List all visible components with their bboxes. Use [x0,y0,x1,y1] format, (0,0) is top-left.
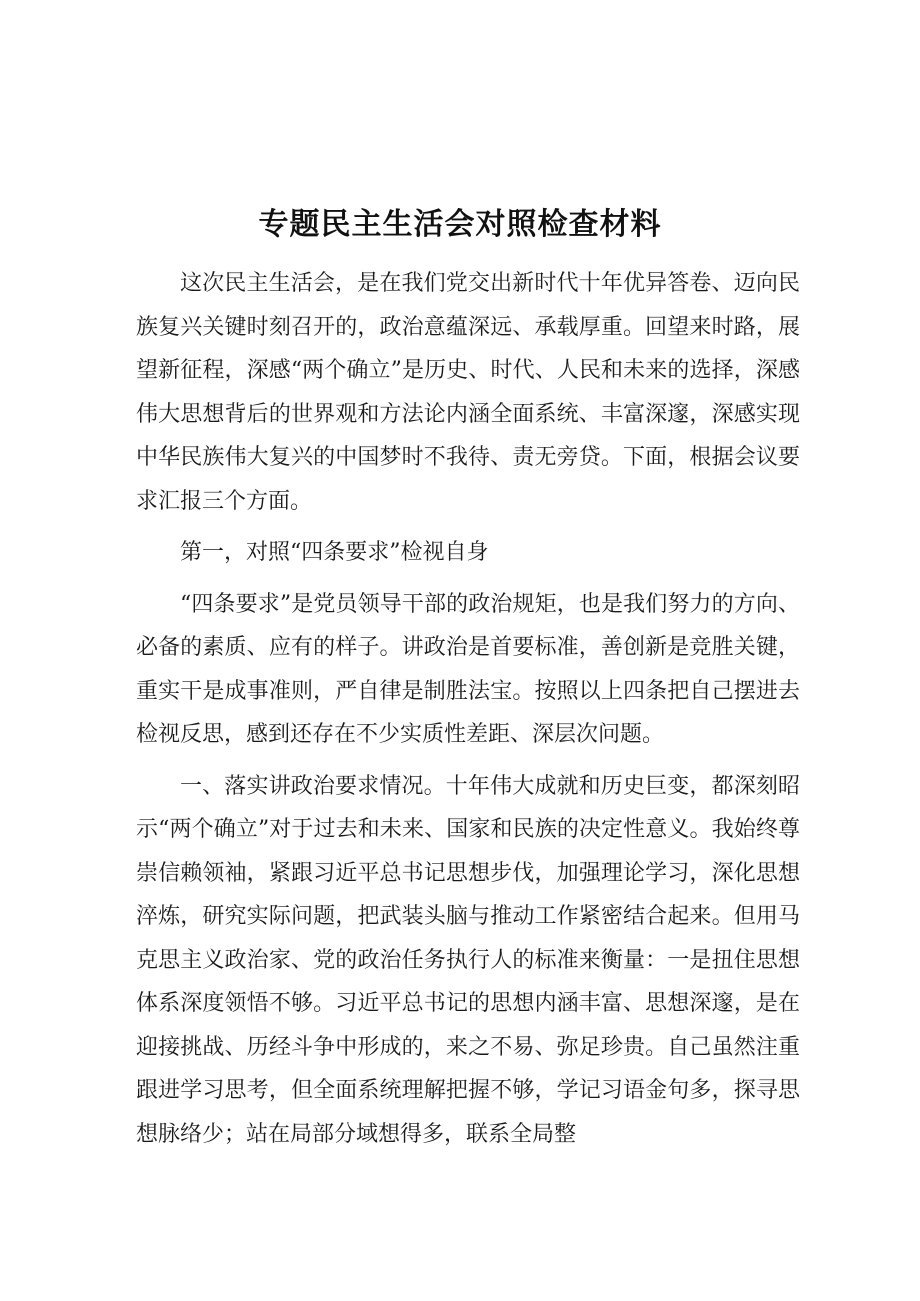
document-title: 专题民主生活会对照检查材料 [258,207,662,242]
four-requirements-paragraph: “四条要求”是党员领导干部的政治规矩，也是我们努力的方向、必备的素质、应有的样子。讲政治是首要标准，善创新是竞胜关键，重实干是成事准则，严自律是制胜法宝。按照以上四条把自己摆进去检视反思，感到还存在不少实质性差距、深层次问题。 [136,591,800,747]
politics-requirement-paragraph: 一、落实讲政治要求情况。十年伟大成就和历史巨变，都深刻昭示“两个确立”对于过去和未来、国家和民族的决定性意义。我始终尊崇信赖领袖，紧跟习近平总书记思想步伐，加强理论学习，深化思想淬炼，研究实际问题，把武装头脑与推动工作紧密结合起来。但用马克思主义政治家、党的政治任务执行人的标准来衡量：一是扭住思想体系深度领悟不够。习近平总书记的思想内涵丰富、思想深邃，是在迎接挑战、历经斗争中形成的，来之不易、弥足珍贵。自己虽然注重跟进学习思考，但全面系统理解把握不够，学记习语金句多，探寻思想脉络少；站在局部分域想得多，联系全局整 [136,773,800,1147]
section-heading-first: 第一，对照“四条要求”检视自身 [180,540,489,565]
document-body [136,262,800,1156]
intro-paragraph: 这次民主生活会，是在我们党交出新时代十年优异答卷、迈向民族复兴关键时刻召开的，政治意蕴深远、承载厚重。回望来时路，展望新征程，深感“两个确立”是历史、时代、人民和未来的选择，深感伟大思想背后的世界观和方法论内涵全面系统、丰富深邃，深感实现中华民族伟大复兴的中国梦时不我待、责无旁贷。下面，根据会议要求汇报三个方面。 [136,271,800,514]
